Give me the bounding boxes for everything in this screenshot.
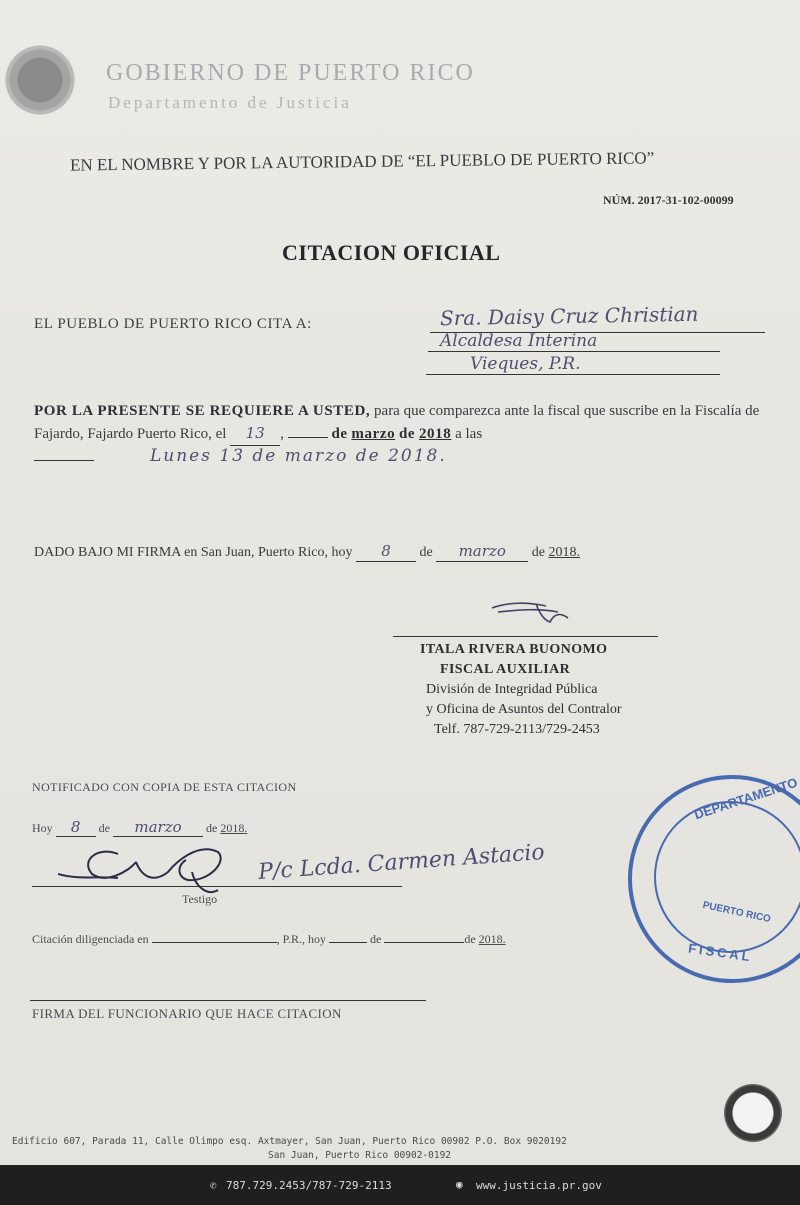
witness-signature-scribble — [58, 832, 248, 898]
recipient-position: Alcaldesa Interina — [440, 331, 598, 351]
witness-label: Testigo — [182, 892, 218, 906]
authority-line: EN EL NOMBRE Y POR LA AUTORIDAD DE “EL PUEBLO DE PUERTO RICO” — [69, 148, 655, 175]
page-title: CITACION OFICIAL — [282, 240, 501, 265]
appearance-year: 2018 — [418, 426, 452, 442]
footer-contact-bar — [0, 1165, 800, 1205]
footer-website[interactable]: www.justicia.pr.gov — [476, 1179, 602, 1192]
appearance-day-blank — [288, 437, 328, 438]
recipient-line-3 — [426, 374, 720, 375]
requirement-text: para que comparezca ante la fiscal que suscribe en la Fiscalía de Fajardo, Fajardo Puerto Rico, el — [34, 403, 760, 442]
recipient-location: Vieques, P.R. — [470, 354, 581, 374]
diligencia-day-blank — [329, 942, 367, 943]
government-title: GOBIERNO DE PUERTO RICO — [106, 60, 475, 86]
signature-line — [393, 636, 658, 637]
fiscal-stamp — [628, 775, 800, 983]
witness-signature: P/c Lcda. Carmen Astacio — [257, 840, 546, 885]
signed-day: 8 — [356, 542, 416, 562]
citation-label: EL PUEBLO DE PUERTO RICO CITA A: — [34, 316, 312, 332]
official-signature-line — [30, 1000, 426, 1001]
phone-icon: ✆ — [210, 1179, 217, 1192]
government-seal-icon — [4, 44, 76, 116]
diligencia-line: Citación diligenciada en , P.R., hoy de de 2018. — [32, 932, 506, 946]
recipient-name: Sra. Daisy Cruz Christian — [439, 301, 699, 331]
signatory-title: FISCAL AUXILIAR — [440, 662, 571, 677]
prosecutor-signature — [488, 598, 578, 628]
diligencia-place-blank — [152, 942, 277, 943]
case-number: NÚM. 2017-31-102-00099 — [603, 193, 734, 207]
requirement-paragraph: POR LA PRESENTE SE REQUIERE A USTED, para que comparezca ante la fiscal que suscribe en la Fiscalía de Fajardo, Fajardo Puerto Rico, el 13 , de marzo de 2018 a las — [34, 400, 796, 468]
appearance-note: Lunes 13 de marzo de 2018. — [150, 446, 447, 466]
footer-address-2: San Juan, Puerto Rico 00902-0192 — [268, 1150, 452, 1161]
signatory-name: ITALA RIVERA BUONOMO — [420, 642, 608, 657]
notification-heading: NOTIFICADO CON COPIA DE ESTA CITACION — [32, 780, 297, 794]
de-word-2: de — [398, 426, 416, 442]
appearance-time-blank — [34, 460, 94, 461]
recipient-line-2 — [428, 351, 720, 352]
signed-year: 2018. — [548, 545, 580, 560]
signatory-division: División de Integridad Pública — [426, 682, 598, 697]
witness-line — [32, 886, 402, 887]
footer-phone: 787.729.2453/787-729-2113 — [226, 1179, 392, 1192]
globe-icon: ◉ — [456, 1178, 463, 1191]
signatory-block — [420, 640, 622, 740]
appearance-month: marzo — [351, 426, 396, 442]
justice-logo-icon — [724, 1084, 782, 1142]
de-word: de — [331, 426, 348, 442]
a-las: a las — [455, 426, 483, 442]
signed-date-line: DADO BAJO MI FIRMA en San Juan, Puerto Rico, hoy 8 de marzo de 2018. — [34, 542, 580, 560]
official-signature-label: FIRMA DEL FUNCIONARIO QUE HACE CITACION — [32, 1006, 342, 1021]
appearance-day: 13 — [230, 422, 280, 446]
stamp-inner-text: PUERTO RICO — [701, 899, 772, 926]
notification-date: Hoy 8 de marzo de 2018. — [32, 818, 248, 836]
stamp-top-text: DEPARTAMENTO — [692, 774, 800, 823]
requirement-lead: POR LA PRESENTE SE REQUIERE A USTED, — [34, 403, 371, 419]
stamp-bottom-text: FISCAL — [687, 940, 754, 965]
department-subtitle: Departamento de Justicia — [108, 93, 352, 112]
footer-address-1: Edificio 607, Parada 11, Calle Olimpo esq. Axtmayer, San Juan, Puerto Rico 00902 P.O. Box 9020192 — [12, 1136, 567, 1147]
signatory-phone: Telf. 787-729-2113/729-2453 — [434, 722, 600, 737]
signed-month: marzo — [436, 542, 528, 562]
diligencia-month-blank — [384, 942, 464, 943]
signatory-office: y Oficina de Asuntos del Contralor — [426, 702, 622, 717]
